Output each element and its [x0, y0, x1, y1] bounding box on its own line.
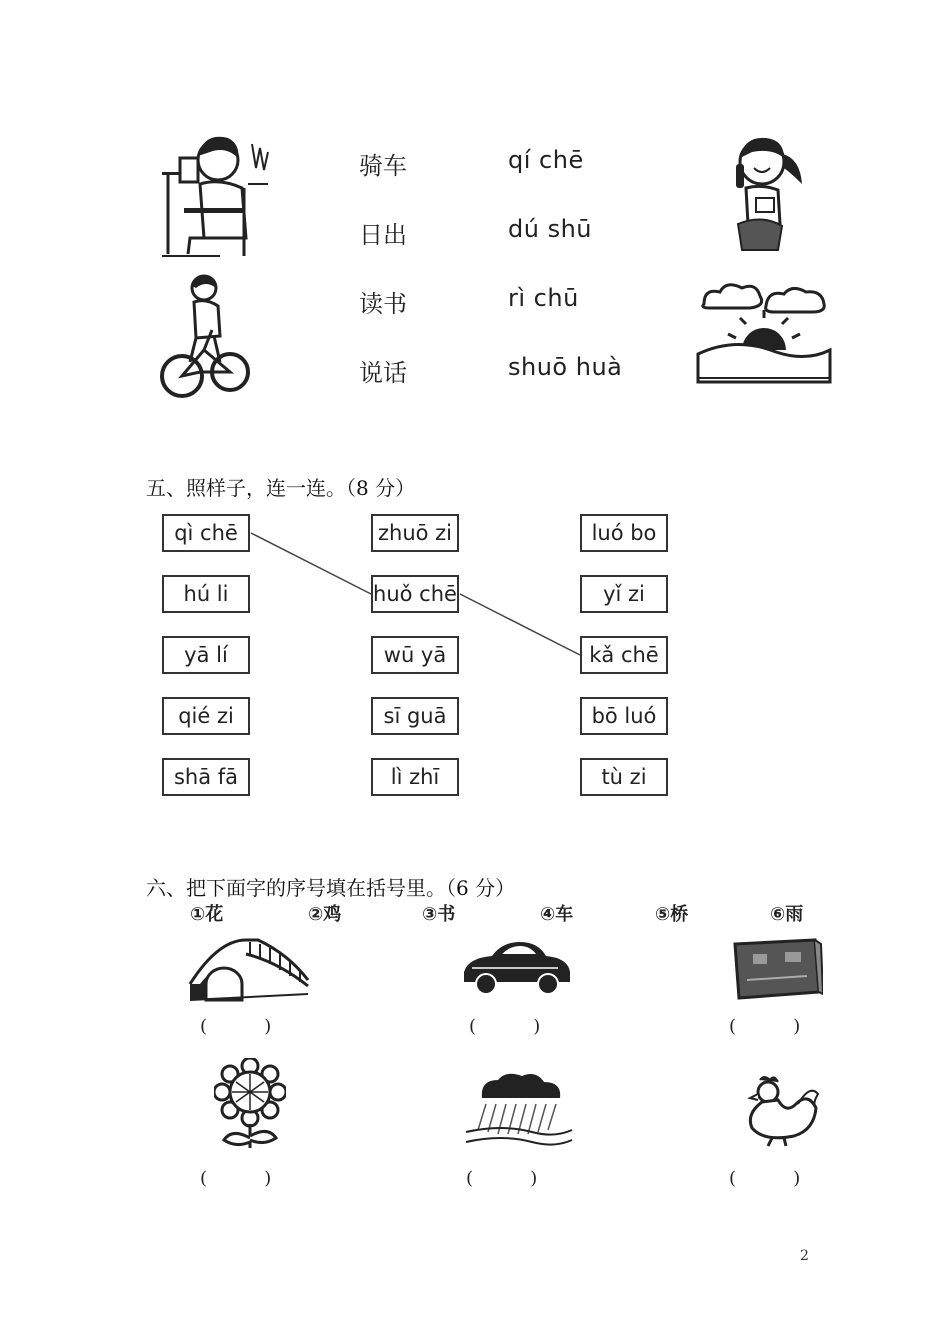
pinyin-box: huǒ chē: [371, 575, 459, 613]
section5-title: 五、照样子，连一连。（8 分）: [146, 476, 416, 500]
pinyin-box: luó bo: [580, 514, 668, 552]
option-rain: ⑥雨: [770, 904, 804, 925]
pinyin-box: shā fā: [162, 758, 250, 796]
option-chicken: ②鸡: [308, 904, 342, 925]
pinyin-box: bō luó: [580, 697, 668, 735]
sunflower-icon: [214, 1058, 286, 1150]
hanzi-word-1: 骑车: [359, 152, 407, 180]
option-bridge: ⑤桥: [655, 904, 689, 925]
pinyin-box: wū yā: [371, 636, 459, 674]
pinyin-box: yǐ zi: [580, 575, 668, 613]
pinyin-word-4: shuō huà: [508, 353, 623, 381]
pinyin-box: qié zi: [162, 697, 250, 735]
pinyin-box: tù zi: [580, 758, 668, 796]
option-book: ③书: [422, 904, 456, 925]
answer-paren-1[interactable]: ( ): [200, 1016, 272, 1037]
hanzi-word-4: 说话: [359, 359, 407, 387]
answer-paren-4[interactable]: ( ): [200, 1168, 272, 1189]
pinyin-box: hú li: [162, 575, 250, 613]
answer-paren-5[interactable]: ( ): [466, 1168, 538, 1189]
answer-paren-2[interactable]: ( ): [469, 1016, 541, 1037]
pinyin-box: lì zhī: [371, 758, 459, 796]
bridge-icon: [188, 934, 310, 1002]
pinyin-box: sī guā: [371, 697, 459, 735]
pinyin-box: qì chē: [162, 514, 250, 552]
answer-paren-3[interactable]: ( ): [729, 1016, 801, 1037]
chicken-icon: [738, 1074, 822, 1148]
connector-line-2: [460, 594, 580, 655]
pinyin-word-2: dú shū: [508, 215, 592, 243]
answer-paren-6[interactable]: ( ): [729, 1168, 801, 1189]
hanzi-word-3: 读书: [359, 290, 407, 318]
pinyin-box: kǎ chē: [580, 636, 668, 674]
page-number: 2: [800, 1248, 809, 1264]
connector-line-1: [251, 533, 371, 594]
book-icon: [731, 936, 823, 1000]
car-icon: [458, 936, 574, 996]
pinyin-box: yā lí: [162, 636, 250, 674]
pinyin-word-1: qí chē: [508, 146, 584, 174]
section6-title: 六、把下面字的序号填在括号里。（6 分）: [146, 876, 516, 900]
pinyin-box: zhuō zi: [371, 514, 459, 552]
hanzi-word-2: 日出: [359, 221, 407, 249]
option-flower: ①花: [190, 904, 224, 925]
pinyin-word-3: rì chū: [508, 284, 579, 312]
option-car: ④车: [540, 904, 574, 925]
rain-cloud-icon: [462, 1070, 574, 1150]
